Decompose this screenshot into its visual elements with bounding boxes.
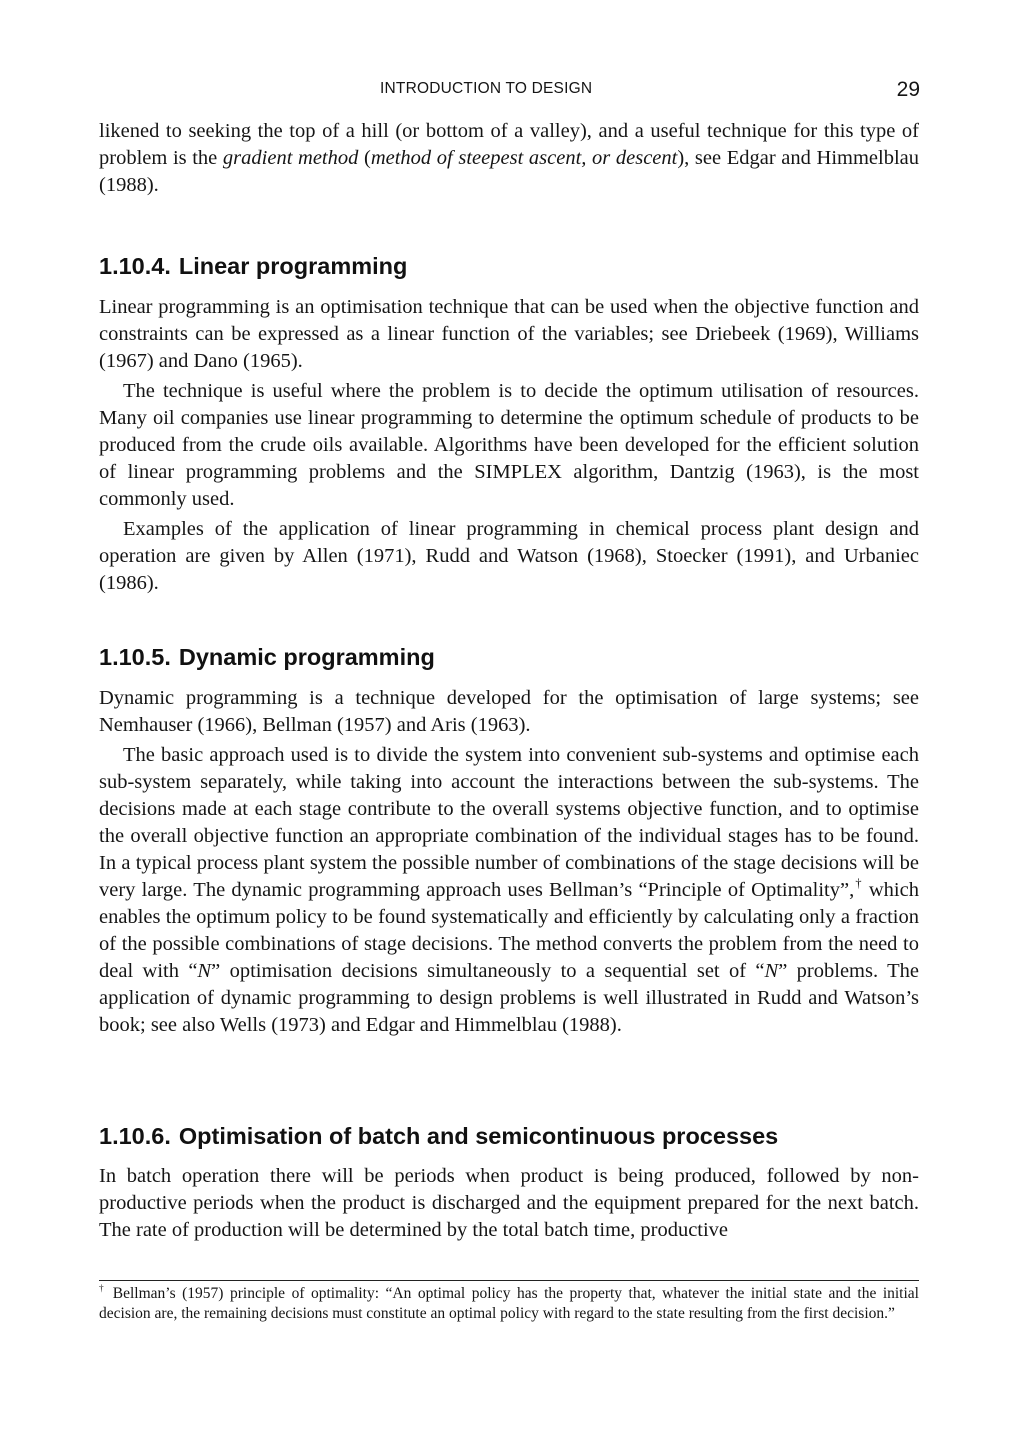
paragraph: In batch operation there will be periods when product is being produced, followed by non-productive periods when the product is discharged and the equipment prepared for the next batch. The rate of production will be determined by the total batch time, productive [99, 1165, 919, 1241]
section-title: Dynamic programming [178, 644, 435, 670]
footnote-marker: † [99, 1284, 107, 1295]
text-run: The basic approach used is to divide the system into convenient sub-systems and optimise each sub-system separately, while taking into account the interactions between the sub-systems. The decisions made at each stage contribute to the overall systems objective function, and to optimise the overall objective function an appropriate combination of the individual stages has to be found. In a typical process plant system the possible number of combinations of the stage decisions will be very large. The dynamic programming approach uses Bellman’s “Principle of Optimality”, [99, 744, 919, 901]
text-run: ” optimisation decisions simultaneously to a sequential set of “ [211, 960, 765, 982]
section-number: 1.10.4. [99, 253, 171, 279]
section-title: Optimisation of batch and semicontinuous processes [178, 1123, 779, 1149]
text-run: ” problems. The application of dynamic programming to design problems is well illustrated in Rudd and Watson’s book; see also Wells (1973) and Edgar and Himmelblau (1988). [99, 960, 919, 1036]
paragraph: The technique is useful where the problem is to decide the optimum utilisation of resources. Many oil companies use linear programming to determine the optimum schedule of products to be produced from the crude oils available. Algorithms have been developed for the efficient solution of linear programming problems and the SIMPLEX algorithm, Dantzig (1963), is the most commonly used. [99, 380, 919, 510]
dynamic-programming-body [99, 685, 919, 1039]
gradient-method-term: gradient method [222, 147, 359, 169]
section-number: 1.10.6. [99, 1123, 171, 1149]
footnote-reference: † [854, 875, 863, 890]
paragraph: Linear programming is an optimisation technique that can be used when the objective function and constraints can be expressed as a linear function of the variables; see Driebeek (1969), Williams (1967) and Dano (1965). [99, 296, 919, 372]
intro-text [99, 118, 919, 199]
running-title: INTRODUCTION TO DESIGN [380, 80, 593, 97]
section-heading-linear-programming [99, 252, 407, 280]
section-heading-dynamic-programming [99, 643, 435, 671]
intro-text-after: ), see Edgar and Himmelblau (1988). [99, 147, 919, 196]
variable-n: N [764, 960, 779, 982]
steepest-ascent-term: method of steepest ascent, or descent [370, 147, 678, 169]
section-title: Linear programming [178, 253, 408, 279]
running-header [0, 80, 1024, 104]
footnote-divider [99, 1280, 919, 1281]
intro-paragraph [99, 118, 919, 199]
variable-n: N [197, 960, 212, 982]
section-number: 1.10.5. [99, 644, 171, 670]
footnote [99, 1284, 919, 1323]
batch-processes-body [99, 1163, 919, 1244]
paragraph: Examples of the application of linear programming in chemical process plant design and operation are given by Allen (1971), Rudd and Watson (1968), Stoecker (1991), and Urbaniec (1986). [99, 518, 919, 594]
intro-text-middle: ( [358, 147, 371, 169]
text-run: which enables the optimum policy to be found systematically and efficiently by calculating only a fraction of the possible combinations of stage decisions. The method converts the problem from the need to deal with “ [99, 879, 919, 982]
linear-programming-body [99, 294, 919, 597]
paragraph: Dynamic programming is a technique developed for the optimisation of large systems; see Nemhauser (1966), Bellman (1957) and Aris (1963). [99, 687, 919, 736]
paragraph [99, 742, 919, 1039]
footnote-text: Bellman’s (1957) principle of optimality: “An optimal policy has the property that, whatever the initial state and the initial decision are, the remaining decisions must constitute an optimal policy with regard to the state resulting from the first decision.” [99, 1285, 919, 1322]
section-heading-batch-processes [99, 1122, 778, 1150]
intro-text-before: likened to seeking the top of a hill (or bottom of a valley), and a useful technique for this type of problem is the [99, 120, 919, 169]
page-number: 29 [896, 78, 920, 101]
